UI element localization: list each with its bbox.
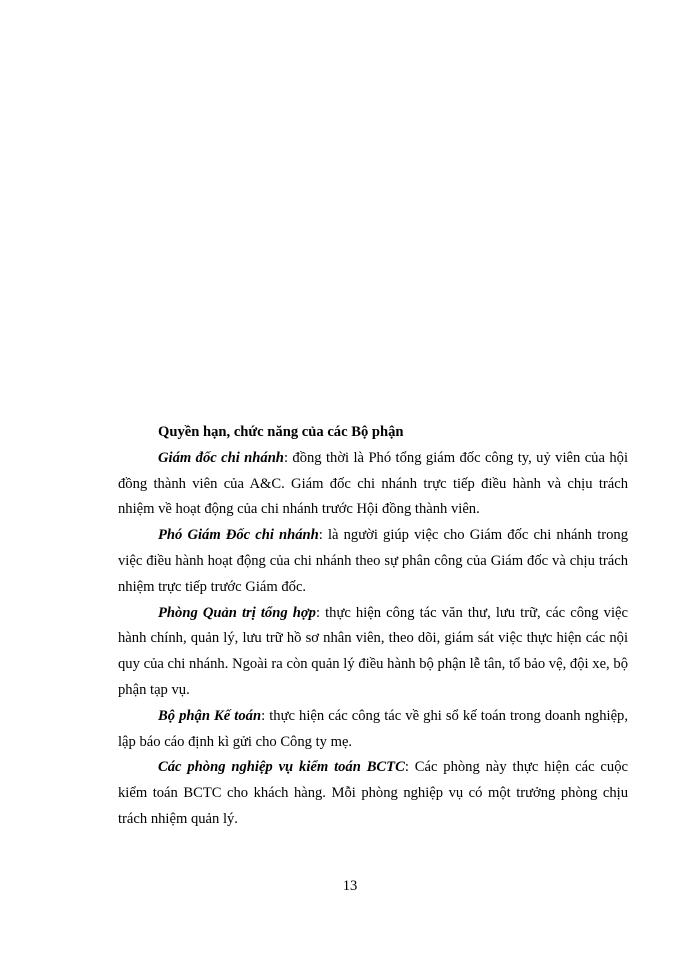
- term-label: Giám đốc chi nhánh: [158, 449, 284, 466]
- page-number: 13: [342, 878, 358, 894]
- paragraph-kiem-toan: [118, 755, 628, 832]
- document-body: [118, 420, 628, 833]
- paragraph-pho-giam-doc: [118, 523, 628, 600]
- paragraph-text: : Các phòng này thực hiện các cuộc kiểm toán BCTC cho khách hàng. Mỗi phòng nghiệp vụ có một trưởng phòng chịu trách nhiệm quản lý.: [118, 759, 628, 827]
- section-heading: Quyền hạn, chức năng của các Bộ phận: [158, 424, 404, 440]
- paragraph-text: : là người giúp việc cho Giám đốc chi nhánh trong việc điều hành hoạt động của chi nhánh theo sự phân công của Giám đốc và chịu trách nhiệm trực tiếp trước Giám đốc.: [118, 527, 629, 595]
- paragraph-ke-toan: [118, 704, 628, 756]
- paragraph-phong-quan-tri: [118, 601, 628, 704]
- paragraph-text: : thực hiện các công tác về ghi sổ kế toán trong doanh nghiệp, lập báo cáo định kì gửi cho Công ty mẹ.: [118, 707, 628, 750]
- term-label: Bộ phận Kế toán: [158, 707, 262, 724]
- term-label: Phòng Quản trị tổng hợp: [158, 604, 316, 621]
- term-label: Phó Giám Đốc chi nhánh: [158, 527, 319, 544]
- paragraph-text: : đồng thời là Phó tổng giám đốc công ty, uỷ viên của hội đồng thành viên của A&C. Giám đốc chi nhánh trực tiếp điều hành và chịu trách nhiệm về hoạt động của chi nhánh trước Hội đồng thành viên.: [118, 449, 628, 518]
- paragraph-giam-doc: [118, 446, 628, 523]
- term-label: Các phòng nghiệp vụ kiểm toán BCTC: [158, 759, 405, 776]
- paragraph-text: : thực hiện công tác văn thư, lưu trữ, các công việc hành chính, quản lý, lưu trữ hồ sơ nhân viên, theo dõi, giám sát việc thực hiện các nội quy của chi nhánh. Ngoài ra còn quản lý điều hành bộ phận lễ tân, tổ bảo vệ, đội xe, bộ phận tạp vụ.: [118, 604, 628, 698]
